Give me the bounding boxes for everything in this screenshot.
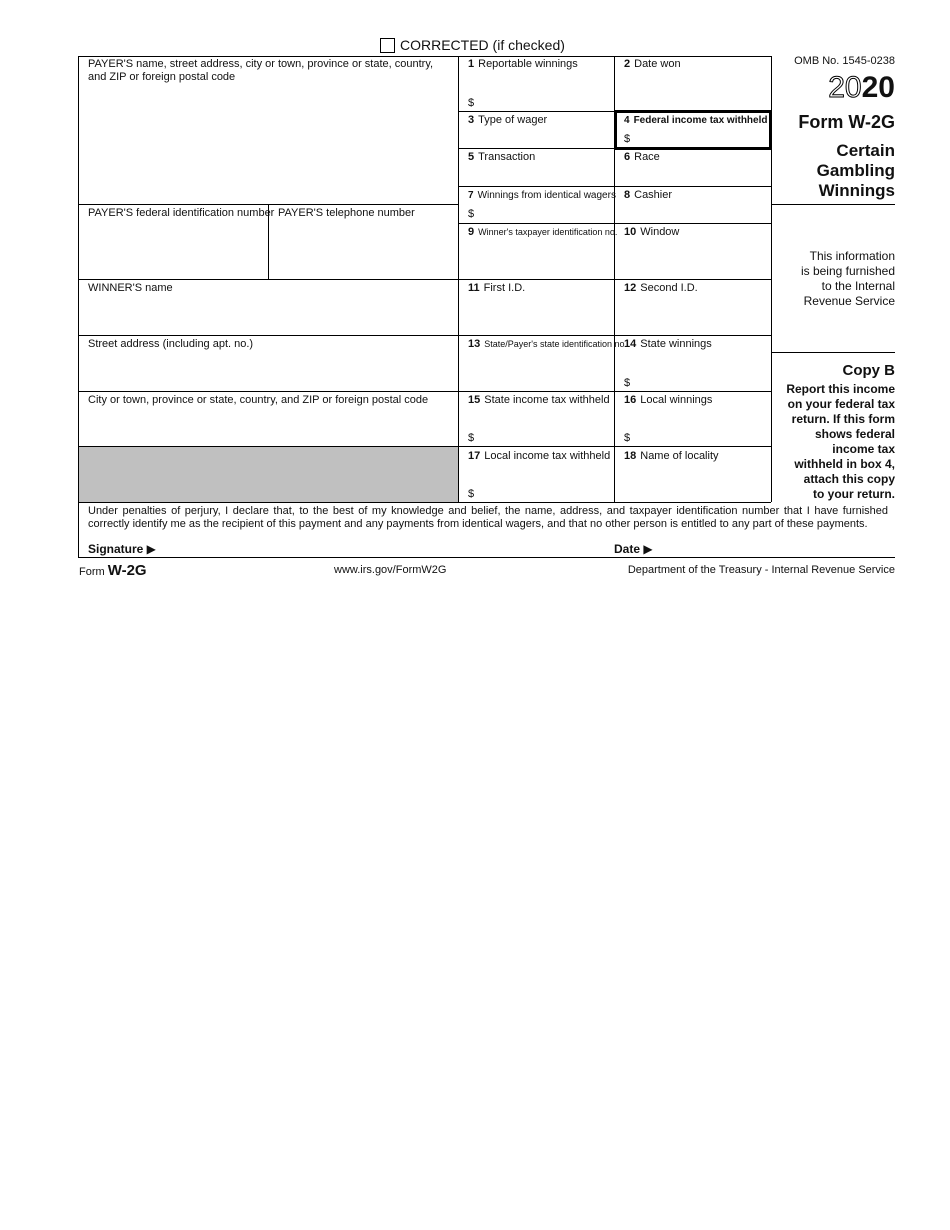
perjury-statement: Under penalties of perjury, I declare that, to the best of my knowledge and belief, the name, address, and taxpayer identification number that I have furnished correctly identify me as the recipient of this payment and any payments from identical wagers, and that no other person is entitled to any part of these payments. (88, 505, 888, 530)
copy-b-line-7: attach this copy (803, 472, 895, 486)
footer-form-id: Form W-2G (79, 562, 147, 579)
box-16-label: 16 Local winnings (624, 394, 713, 406)
box-5-label: 5 Transaction (468, 151, 536, 163)
copy-b-line-3: return. If this form (791, 412, 895, 426)
box-12-field[interactable] (616, 297, 769, 333)
box-2-label: 2 Date won (624, 58, 681, 70)
box-7-label: 7 Winnings from identical wagers (468, 190, 616, 201)
payer-fed-id-field[interactable] (80, 222, 266, 277)
signature-label: Signature ▶ (88, 542, 156, 556)
tax-year: 2020 (828, 71, 895, 104)
box-13-label: 13 State/Payer's state identification no. (468, 338, 628, 350)
box-9-label: 9 Winner's taxpayer identification no. (468, 226, 618, 238)
box-18-label: 18 Name of locality (624, 450, 719, 462)
box-16-currency: $ (624, 432, 631, 444)
form-name: Form W-2G (798, 112, 895, 132)
winner-street-label: Street address (including apt. no.) (88, 338, 254, 350)
copy-b-line-4: shows federal (814, 427, 895, 441)
box-4-label: 4 Federal income tax withheld (624, 115, 768, 126)
irs-info-line-3: to the Internal (821, 279, 895, 293)
box-2-field[interactable] (616, 73, 769, 109)
box-4-field[interactable] (634, 128, 768, 146)
payer-name-field[interactable] (80, 86, 456, 202)
signature-field[interactable] (165, 538, 605, 556)
form-title-line-3: Winnings (818, 181, 895, 200)
winner-name-label: WINNER'S name (88, 282, 173, 294)
shaded-area (79, 447, 458, 502)
winner-street-field[interactable] (80, 353, 456, 389)
winner-name-field[interactable] (80, 297, 456, 333)
date-field[interactable] (660, 538, 890, 556)
box-15-field[interactable] (478, 409, 612, 444)
box-6-field[interactable] (616, 166, 769, 184)
box-7-currency: $ (468, 208, 475, 220)
winner-city-label: City or town, province or state, country, and ZIP or foreign postal code (88, 394, 429, 406)
box-14-field[interactable] (634, 353, 769, 389)
box-11-label: 11 First I.D. (468, 282, 526, 294)
box-1-currency: $ (468, 97, 475, 109)
box-17-field[interactable] (478, 465, 612, 500)
copy-b-line-5: income tax (832, 442, 895, 456)
footer-url: www.irs.gov/FormW2G (334, 564, 447, 576)
irs-info-line-4: Revenue Service (803, 294, 895, 308)
box-8-field[interactable] (616, 204, 769, 221)
box-16-field[interactable] (634, 409, 769, 444)
box-14-label: 14 State winnings (624, 338, 712, 350)
copy-b-line-8: to your return. (812, 487, 895, 501)
form-title-line-1: Certain (836, 141, 895, 160)
irs-info-line-2: is being furnished (800, 264, 895, 278)
box-9-field[interactable] (460, 241, 612, 277)
corrected-label: CORRECTED (if checked) (400, 37, 565, 53)
copy-b-title: Copy B (842, 362, 895, 379)
box-10-label: 10 Window (624, 226, 680, 238)
payer-fed-id-label: PAYER'S federal identification number (88, 207, 275, 219)
footer-department: Department of the Treasury - Internal Revenue Service (627, 564, 895, 576)
box-1-field[interactable] (478, 73, 612, 109)
box-1-label: 1 Reportable winnings (468, 58, 578, 70)
box-12-label: 12 Second I.D. (624, 282, 698, 294)
box-6-label: 6 Race (624, 151, 660, 163)
irs-info-line-1: This information (809, 249, 895, 263)
payer-name-label: PAYER'S name, street address, city or town, province or state, country, and ZIP or foreign postal code (88, 58, 434, 83)
box-13-field[interactable] (460, 353, 612, 389)
copy-b-line-2: on your federal tax (787, 397, 895, 411)
box-7-field[interactable] (478, 204, 612, 221)
box-14-currency: $ (624, 377, 631, 389)
corrected-checkbox[interactable] (380, 38, 395, 53)
box-5-field[interactable] (460, 166, 612, 184)
box-4-currency: $ (624, 133, 631, 145)
form-title-line-2: Gambling (816, 161, 895, 180)
date-label: Date ▶ (614, 542, 653, 556)
copy-b-line-6: withheld in box 4, (794, 457, 895, 471)
payer-phone-field[interactable] (270, 222, 456, 277)
box-18-field[interactable] (616, 465, 769, 500)
box-8-label: 8 Cashier (624, 189, 673, 201)
box-15-currency: $ (468, 432, 475, 444)
box-11-field[interactable] (460, 297, 612, 333)
box-3-label: 3 Type of wager (468, 114, 548, 126)
box-10-field[interactable] (616, 241, 769, 277)
box-15-label: 15 State income tax withheld (468, 394, 610, 406)
omb-number: OMB No. 1545-0238 (794, 55, 895, 67)
payer-phone-label: PAYER'S telephone number (278, 207, 415, 219)
box-17-label: 17 Local income tax withheld (468, 450, 611, 462)
box-17-currency: $ (468, 488, 475, 500)
box-3-field[interactable] (460, 128, 612, 146)
copy-b-line-1: Report this income (786, 382, 895, 396)
winner-city-field[interactable] (80, 409, 456, 444)
